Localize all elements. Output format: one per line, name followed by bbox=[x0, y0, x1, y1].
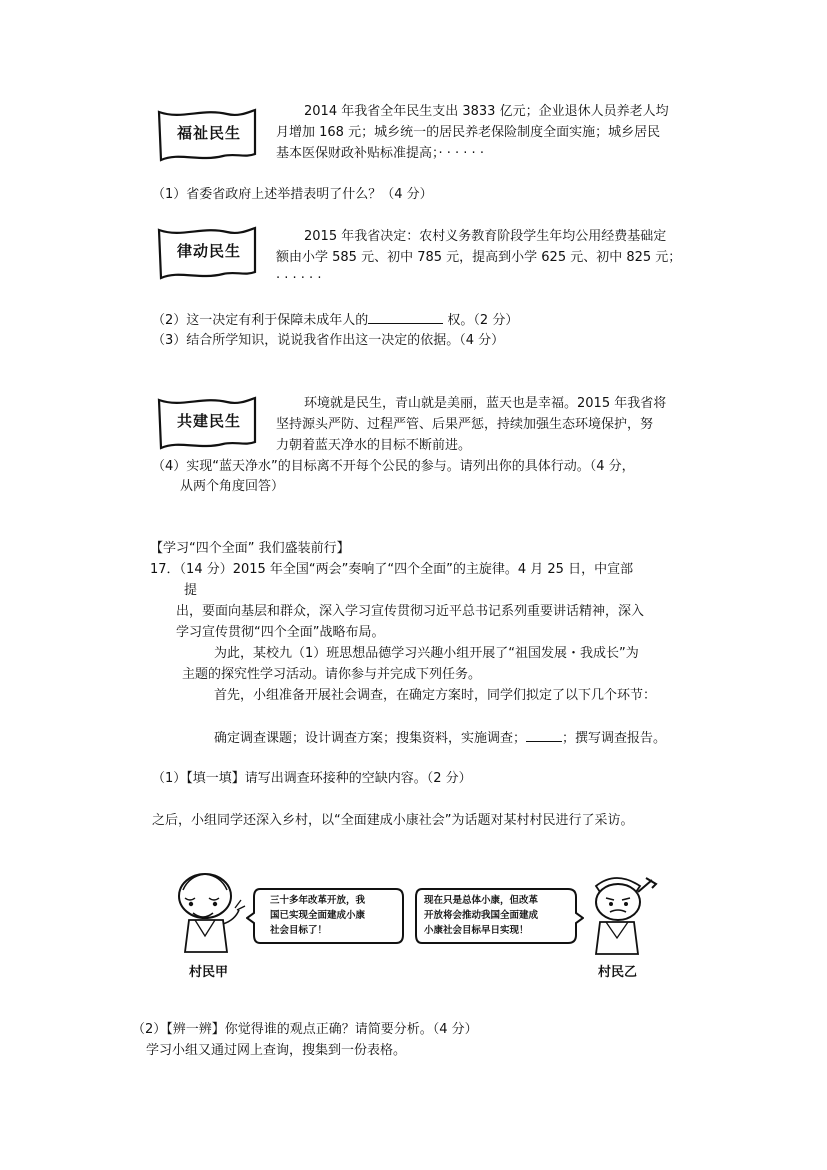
villager-b-figure bbox=[580, 868, 660, 958]
paragraph-line: · · · · · · bbox=[276, 271, 322, 286]
villager-a-label: 村民甲 bbox=[189, 965, 229, 980]
survey-steps-text: 确定调查课题；设计调查方案；搜集资料，实施调查； bbox=[214, 731, 527, 746]
survey-steps-suffix: ；撰写调查报告。 bbox=[562, 731, 667, 746]
question-2-suffix: 权。（2 分） bbox=[443, 313, 519, 328]
flag-gongjian-minsheng bbox=[157, 396, 257, 452]
paragraph-line: 力朝着蓝天净水的目标不断前进。 bbox=[276, 438, 472, 453]
paragraph-line: 2015 年我省决定：农村义务教育阶段学生年均公用经费基础定 bbox=[304, 229, 667, 244]
answer-blank[interactable] bbox=[526, 727, 562, 742]
speech-line: 现在只是总体小康，但改革 bbox=[424, 895, 539, 906]
villager-a-figure bbox=[175, 868, 247, 958]
question-17-line: 学习宣传贯彻“四个全面”战略布局。 bbox=[176, 625, 385, 640]
question-17-line: 出，要面向基层和群众，深入学习宣传贯彻习近平总书记系列重要讲话精神，深入 bbox=[176, 604, 645, 619]
villager-b-label: 村民乙 bbox=[598, 965, 638, 980]
question-4: （4）实现“蓝天净水”的目标离不开每个公民的参与。请列出你的具体行动。（4 分， bbox=[152, 459, 635, 474]
paragraph-line: 额由小学 585 元、初中 785 元，提高到小学 625 元、初中 825 元； bbox=[276, 250, 682, 265]
speech-line: 国已实现全面建成小康 bbox=[270, 910, 366, 921]
speech-bubble-b bbox=[414, 885, 584, 947]
speech-bubble-a bbox=[246, 885, 406, 947]
question-3: （3）结合所学知识，说说我省作出这一决定的依据。（4 分） bbox=[152, 333, 505, 348]
paragraph-line: 2014 年我省全年民生支出 3833 亿元；企业退休人员养老人均 bbox=[304, 104, 669, 119]
question-2 bbox=[152, 309, 518, 331]
question-17-line: 为此，某校九（1）班思想品德学习兴趣小组开展了“祖国发展・我成长”为 bbox=[214, 646, 639, 661]
paragraph-line: 坚持源头严防、过程严管、后果严惩，持续加强生态环境保护，努 bbox=[276, 417, 654, 432]
answer-blank[interactable] bbox=[368, 309, 443, 324]
survey-steps bbox=[214, 727, 666, 749]
question-17: 17．（14 分）2015 年全国“两会”奏响了“四个全面”的主旋律。4 月 25 日，中宣部 bbox=[150, 562, 634, 577]
question-17-line: 首先，小组准备开展社会调查，在确定方案时，同学们拟定了以下几个环节： bbox=[214, 688, 657, 703]
flag-label: 共建民生 bbox=[176, 412, 241, 430]
paragraph-line: 基本医保财政补贴标准提高；· · · · · · bbox=[276, 146, 484, 161]
speech-line: 社会目标了！ bbox=[270, 925, 328, 936]
paragraph-line: 月增加 168 元；城乡统一的居民养老保险制度全面实施；城乡居民 bbox=[276, 125, 661, 140]
flag-fuzhi-minsheng bbox=[157, 108, 257, 164]
interview-intro: 之后，小组同学还深入乡村，以“全面建成小康社会”为话题对某村村民进行了采访。 bbox=[152, 813, 634, 828]
question-4-cont: 从两个角度回答） bbox=[180, 479, 285, 494]
speech-line: 开放将会推动我国全面建成 bbox=[424, 910, 539, 921]
closing-line: 学习小组又通过网上查询，搜集到一份表格。 bbox=[146, 1043, 407, 1058]
fill-question: （1）【填一填】请写出调查环接种的空缺内容。（2 分） bbox=[152, 771, 472, 786]
question-1: （1）省委省政府上述举措表明了什么？（4 分） bbox=[152, 187, 433, 202]
speech-line: 三十多年改革开放，我 bbox=[270, 895, 366, 906]
question-17-line: 主题的探究性学习活动。请你参与并完成下列任务。 bbox=[182, 667, 482, 682]
flag-lvdong-minsheng bbox=[157, 226, 257, 282]
question-2-text: （2）这一决定有利于保障未成年人的 bbox=[152, 313, 369, 328]
speech-line: 小康社会目标早日实现！ bbox=[424, 925, 529, 936]
paragraph-line: 环境就是民生，青山就是美丽，蓝天也是幸福。2015 年我省将 bbox=[304, 396, 667, 411]
section-heading: 【学习“四个全面” 我们盛装前行】 bbox=[150, 541, 350, 556]
flag-label: 律动民生 bbox=[176, 242, 241, 260]
flag-label: 福祉民生 bbox=[176, 124, 241, 142]
judge-question: （2）【辨一辨】你觉得谁的观点正确？请简要分析。（4 分） bbox=[132, 1022, 478, 1037]
question-17-line: 提 bbox=[184, 583, 198, 598]
